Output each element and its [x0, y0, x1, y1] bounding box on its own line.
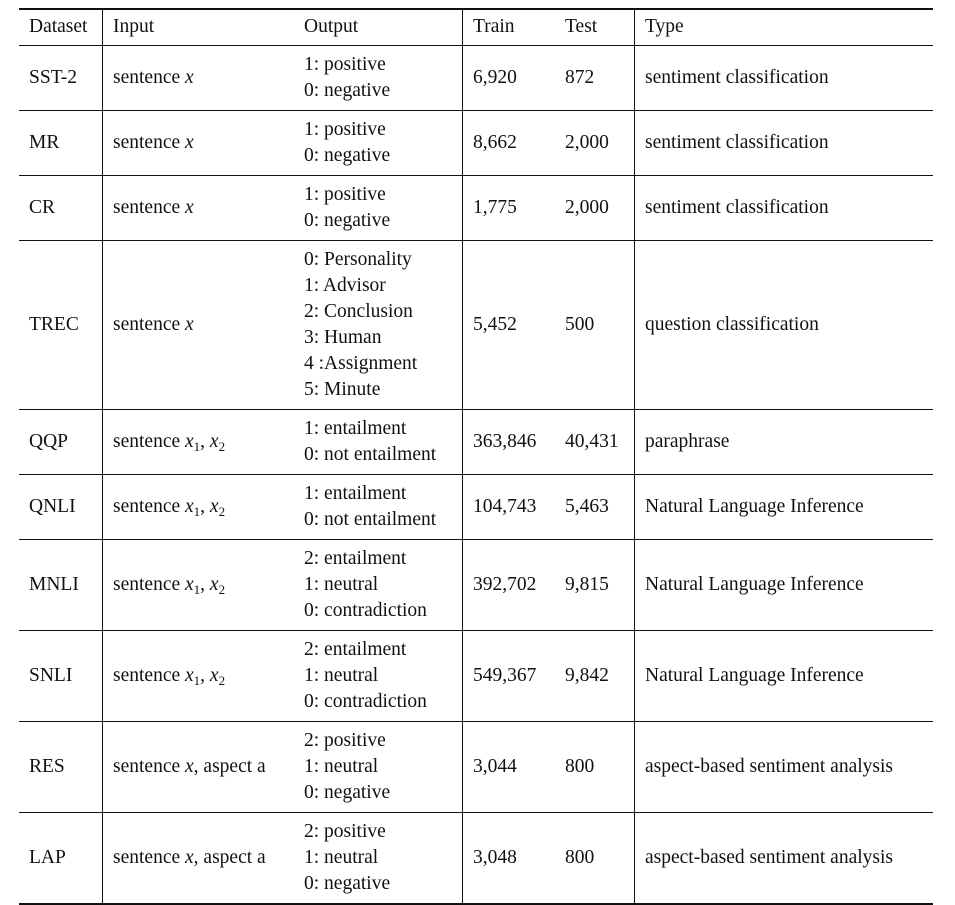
input-cell: sentence $x_1$, $x_2$ [113, 430, 226, 454]
input-prefix: sentence [113, 846, 186, 868]
test-cell: 5,463 [555, 474, 635, 539]
input-variable: x [185, 573, 194, 595]
output-label: 0: negative [304, 144, 391, 166]
input-variable: x [185, 196, 194, 218]
output-cell [294, 240, 463, 409]
output-label: 1: entailment [304, 417, 407, 439]
test-cell: 872 [555, 45, 635, 110]
output-cell [294, 812, 463, 904]
type-cell: sentiment classification [645, 131, 829, 153]
output-cell [294, 630, 463, 721]
input-cell [103, 45, 295, 110]
output-label: 4 :Assignment [304, 352, 418, 374]
input-variable: x [185, 664, 194, 686]
output-cell [294, 110, 463, 175]
header-output: Output [294, 9, 463, 45]
dataset-cell: QNLI [19, 474, 103, 539]
output-label: 1: positive [304, 183, 386, 205]
input-variable: x [185, 495, 194, 517]
input-variable: x [185, 755, 194, 777]
input-prefix: sentence [113, 573, 186, 595]
input-variable-subscript: 1 [193, 503, 201, 519]
output-label: 1: positive [304, 53, 386, 75]
input-suffix: , aspect a [193, 755, 266, 777]
output-label: 2: entailment [304, 547, 407, 569]
input-cell [103, 240, 295, 409]
output-label: 1: positive [304, 118, 386, 140]
output-label: 3: Human [304, 326, 382, 348]
train-cell: 549,367 [473, 664, 537, 686]
input-variable: x [185, 430, 194, 452]
table-row [19, 630, 933, 721]
type-cell: aspect-based sentiment analysis [645, 755, 894, 777]
input-prefix: sentence [113, 66, 186, 88]
dataset-cell: CR [19, 175, 103, 240]
output-label: 2: positive [304, 729, 386, 751]
input-prefix: sentence [113, 495, 186, 517]
output-label: 0: negative [304, 872, 391, 894]
output-label: 1: neutral [304, 846, 379, 868]
train-cell: 1,775 [473, 196, 517, 218]
type-cell: aspect-based sentiment analysis [645, 846, 894, 868]
input-prefix: sentence [113, 755, 186, 777]
type-cell: sentiment classification [645, 66, 829, 88]
input-cell [103, 812, 295, 904]
dataset-cell: RES [19, 721, 103, 812]
output-label: 0: negative [304, 79, 391, 101]
input-variable: x [209, 495, 219, 517]
output-label: 5: Minute [304, 378, 381, 400]
input-variable-subscript: 2 [218, 438, 226, 454]
output-label: 0: negative [304, 209, 391, 231]
output-cell [294, 175, 463, 240]
output-label: 2: Conclusion [304, 300, 413, 322]
dataset-cell: MNLI [19, 539, 103, 630]
test-cell: 9,815 [555, 539, 635, 630]
output-cell [294, 474, 463, 539]
input-prefix: sentence [113, 313, 186, 335]
table-header [19, 9, 933, 45]
header-type: Type [645, 16, 684, 38]
input-variable-subscript: 1 [193, 438, 201, 454]
dataset-cell: QQP [19, 409, 103, 474]
table-row [19, 409, 933, 474]
output-label: 1: neutral [304, 573, 379, 595]
table-row [19, 45, 933, 110]
output-cell [294, 539, 463, 630]
table-row [19, 539, 933, 630]
output-label: 1: entailment [304, 482, 407, 504]
output-label: 1: neutral [304, 664, 379, 686]
dataset-cell: MR [19, 110, 103, 175]
type-cell: Natural Language Inference [645, 495, 864, 517]
input-variable: x [185, 313, 194, 335]
input-cell [103, 721, 295, 812]
output-label: 2: positive [304, 820, 386, 842]
input-variable: x [185, 131, 194, 153]
train-cell: 363,846 [473, 430, 537, 452]
input-variable: x [209, 664, 219, 686]
output-label: 1: Advisor [304, 274, 386, 296]
output-cell [294, 409, 463, 474]
type-cell: sentiment classification [645, 196, 829, 218]
input-prefix: sentence [113, 196, 186, 218]
header-train: Train [473, 16, 515, 38]
train-cell: 104,743 [473, 495, 537, 517]
input-cell [103, 110, 295, 175]
table-row [19, 240, 933, 409]
input-variable-subscript: 1 [193, 672, 201, 688]
test-cell: 800 [555, 721, 635, 812]
test-cell: 500 [555, 240, 635, 409]
dataset-cell: SNLI [19, 630, 103, 721]
input-suffix: , aspect a [193, 846, 266, 868]
type-cell: question classification [645, 313, 819, 335]
type-cell: Natural Language Inference [645, 573, 864, 595]
input-cell: sentence $x_1$, $x_2$ [113, 495, 226, 519]
input-prefix: sentence [113, 131, 186, 153]
test-cell: 2,000 [555, 110, 635, 175]
train-cell: 8,662 [473, 131, 517, 153]
output-cell [294, 721, 463, 812]
train-cell: 3,048 [473, 846, 517, 868]
dataset-statistics-table [19, 8, 933, 905]
output-label: 0: contradiction [304, 690, 427, 712]
train-cell: 6,920 [473, 66, 517, 88]
output-label: 1: neutral [304, 755, 379, 777]
input-prefix: sentence [113, 664, 186, 686]
header-input: Input [113, 16, 155, 38]
input-prefix: sentence [113, 430, 186, 452]
header-row [19, 9, 933, 45]
table-row [19, 110, 933, 175]
output-label: 0: not entailment [304, 443, 437, 465]
train-cell: 3,044 [473, 755, 517, 777]
input-variable: x [185, 66, 194, 88]
table-row [19, 474, 933, 539]
table-row [19, 721, 933, 812]
test-cell: 800 [555, 812, 635, 904]
table-row [19, 175, 933, 240]
input-variable: x [185, 846, 194, 868]
header-dataset: Dataset [19, 9, 103, 45]
type-cell: paraphrase [645, 430, 730, 452]
output-label: 0: negative [304, 781, 391, 803]
dataset-cell: TREC [19, 240, 103, 409]
output-label: 0: not entailment [304, 508, 437, 530]
output-label: 0: Personality [304, 248, 412, 270]
input-variable: x [209, 573, 219, 595]
input-cell: sentence $x_1$, $x_2$ [113, 664, 226, 688]
test-cell: 2,000 [555, 175, 635, 240]
output-cell [294, 45, 463, 110]
input-cell: sentence $x_1$, $x_2$ [113, 573, 226, 597]
output-label: 2: entailment [304, 638, 407, 660]
input-variable-subscript: 2 [218, 581, 226, 597]
input-variable-subscript: 1 [193, 581, 201, 597]
dataset-cell: LAP [19, 812, 103, 904]
type-cell: Natural Language Inference [645, 664, 864, 686]
train-cell: 392,702 [473, 573, 537, 595]
header-test: Test [555, 9, 635, 45]
test-cell: 40,431 [555, 409, 635, 474]
test-cell: 9,842 [555, 630, 635, 721]
output-label: 0: contradiction [304, 599, 427, 621]
dataset-cell: SST-2 [19, 45, 103, 110]
input-variable-subscript: 2 [218, 503, 226, 519]
input-variable-subscript: 2 [218, 672, 226, 688]
table-body [19, 45, 933, 904]
table-row [19, 812, 933, 904]
input-cell [103, 175, 295, 240]
train-cell: 5,452 [473, 313, 517, 335]
input-variable: x [209, 430, 219, 452]
